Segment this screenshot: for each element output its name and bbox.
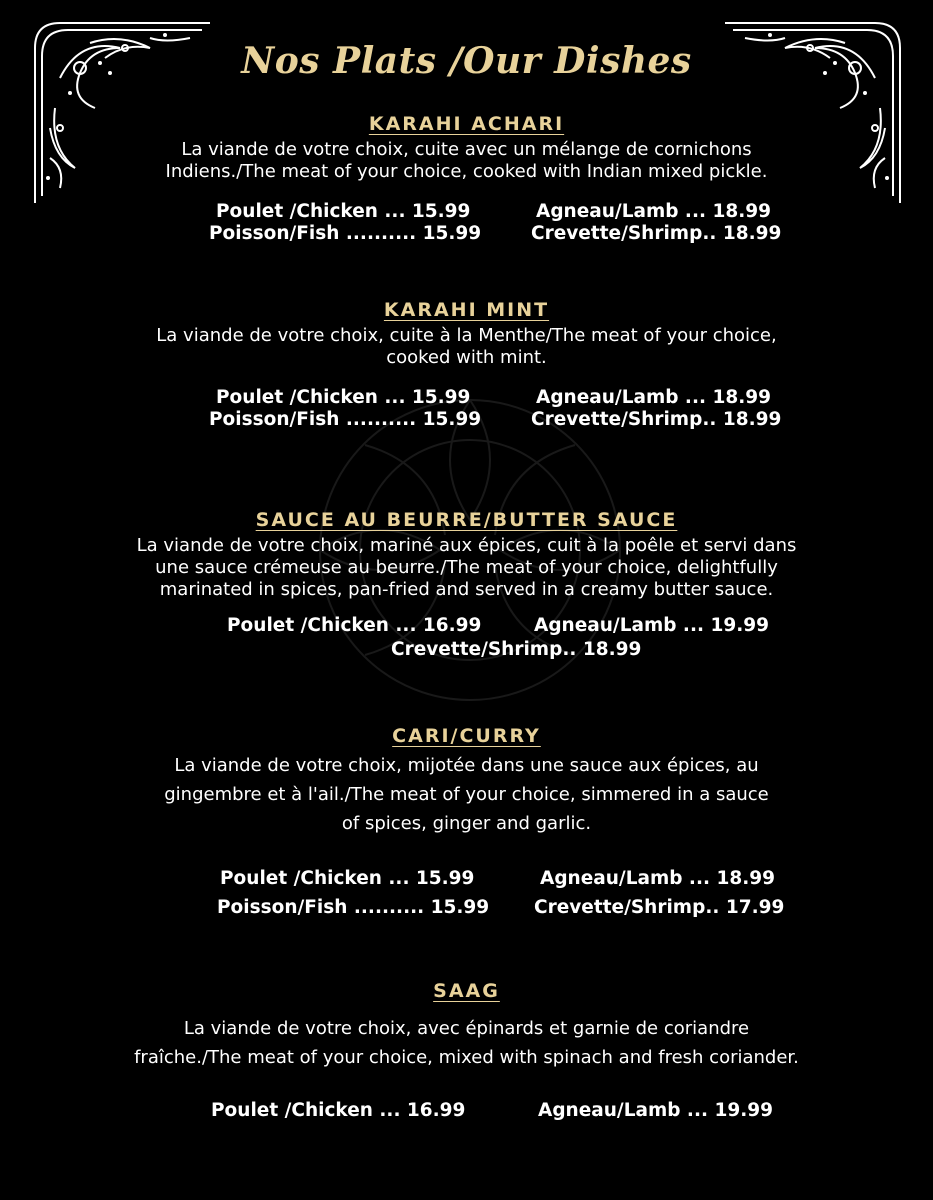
price-shrimp: Crevette/Shrimp.. 18.99: [531, 409, 782, 430]
price-list: [0, 387, 933, 433]
description-line: Indiens./The meat of your choice, cooked with Indian mixed pickle.: [165, 161, 768, 182]
description-line: La viande de votre choix, cuite à la Menthe/The meat of your choice,: [156, 325, 777, 346]
dish-name: SAUCE AU BEURRE/BUTTER SAUCE: [255, 509, 678, 531]
dish-name: CARI/CURRY: [392, 725, 541, 747]
price-list: [0, 201, 933, 247]
dish-name: KARAHI MINT: [383, 299, 550, 321]
price-lamb: Agneau/Lamb ... 19.99: [534, 615, 769, 636]
dish-description: [0, 1014, 933, 1072]
description-line: La viande de votre choix, mijotée dans une sauce aux épices, au: [174, 755, 759, 776]
price-shrimp: Crevette/Shrimp.. 18.99: [391, 639, 642, 660]
price-lamb: Agneau/Lamb ... 19.99: [538, 1100, 773, 1121]
dish-saag: [0, 980, 933, 1126]
price-chicken: Poulet /Chicken ... 15.99: [216, 201, 471, 222]
dish-description: [0, 751, 933, 838]
description-line: of spices, ginger and garlic.: [341, 813, 592, 834]
dish-name: KARAHI ACHARI: [368, 113, 565, 135]
price-lamb: Agneau/Lamb ... 18.99: [536, 201, 771, 222]
price-list: [0, 615, 933, 661]
price-chicken: Poulet /Chicken ... 16.99: [211, 1100, 466, 1121]
dish-karahi-achari: [0, 113, 933, 247]
dish-name: SAAG: [433, 980, 500, 1002]
price-shrimp: Crevette/Shrimp.. 18.99: [531, 223, 782, 244]
price-shrimp: Crevette/Shrimp.. 17.99: [534, 897, 785, 918]
page-title: Nos Plats /Our Dishes: [241, 40, 692, 82]
price-chicken: Poulet /Chicken ... 15.99: [220, 868, 475, 889]
price-list: [0, 1100, 933, 1126]
dish-description: [0, 325, 933, 369]
description-line: une sauce crémeuse au beurre./The meat of your choice, delightfully: [155, 557, 778, 578]
price-lamb: Agneau/Lamb ... 18.99: [540, 868, 775, 889]
description-line: La viande de votre choix, mariné aux épices, cuit à la poêle et servi dans: [136, 535, 797, 556]
dish-description: [0, 139, 933, 183]
description-line: gingembre et à l'ail./The meat of your choice, simmered in a sauce: [164, 784, 769, 805]
price-chicken: Poulet /Chicken ... 15.99: [216, 387, 471, 408]
description-line: La viande de votre choix, cuite avec un mélange de cornichons: [181, 139, 752, 160]
price-lamb: Agneau/Lamb ... 18.99: [536, 387, 771, 408]
dish-curry: [0, 725, 933, 924]
dish-karahi-mint: [0, 299, 933, 433]
price-fish: Poisson/Fish .......... 15.99: [217, 897, 490, 918]
description-line: fraîche./The meat of your choice, mixed with spinach and fresh coriander.: [134, 1047, 799, 1068]
description-line: La viande de votre choix, avec épinards et garnie de coriandre: [183, 1018, 750, 1039]
description-line: cooked with mint.: [386, 347, 547, 368]
price-list: [0, 868, 933, 924]
dish-description: [0, 535, 933, 601]
price-fish: Poisson/Fish .......... 15.99: [209, 223, 482, 244]
price-fish: Poisson/Fish .......... 15.99: [209, 409, 482, 430]
description-line: marinated in spices, pan-fried and served in a creamy butter sauce.: [159, 579, 774, 600]
dish-butter-sauce: [0, 509, 933, 661]
price-chicken: Poulet /Chicken ... 16.99: [227, 615, 482, 636]
